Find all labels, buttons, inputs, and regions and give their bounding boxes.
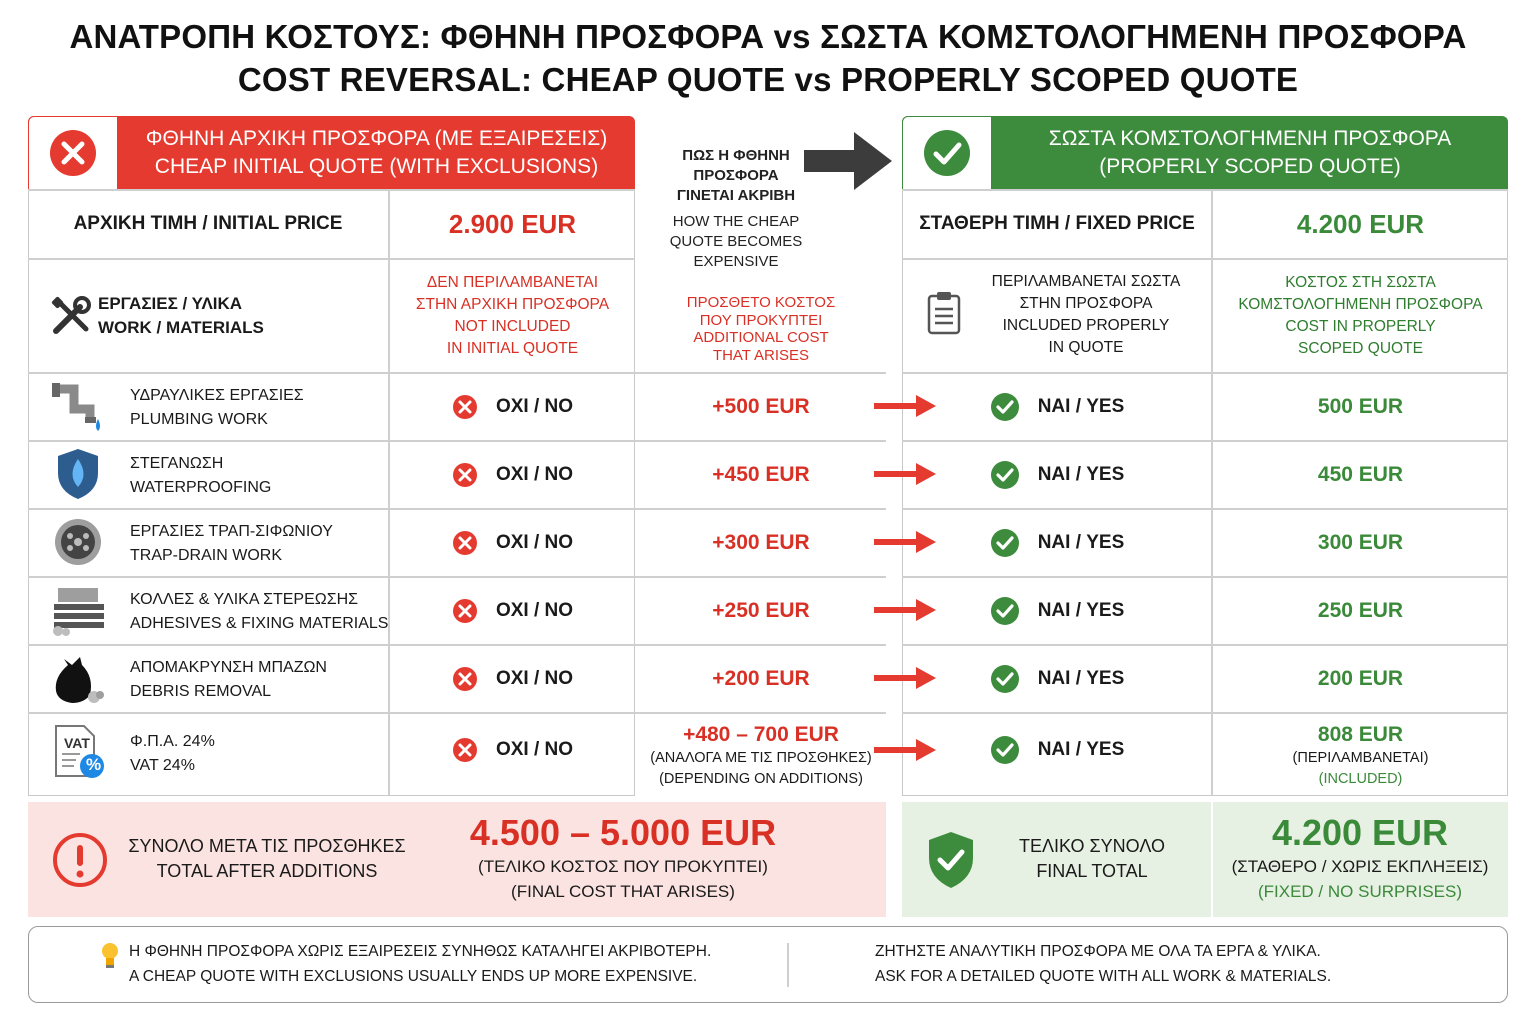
not-included-cell — [390, 577, 635, 644]
row-label-greek: ΑΠΟΜΑΚΡΥΝΣΗ ΜΠΑΖΩΝ — [130, 659, 327, 676]
cheap-total-label-greek: ΣΥΝΟΛΟ ΜΕΤΑ ΤΙΣ ΠΡΟΣΘΗΚΕΣ — [128, 836, 406, 856]
work-label-english: WORK / MATERIALS — [98, 318, 264, 337]
debris-bag-icon — [50, 650, 106, 706]
vat-included-greek: (ΠΕΡΙΛΑΜΒΑΝΕΤΑΙ) — [1292, 750, 1429, 766]
waterproof-shield-icon — [50, 446, 106, 502]
check-icon-box — [902, 116, 992, 190]
not-included-cell — [390, 373, 635, 440]
cost-header-line: ΚΟΣΤΟΣ ΣΤΗ ΣΩΣΤΑ — [1285, 274, 1436, 291]
final-total-value: 4.200 EUR — [1271, 812, 1449, 853]
not-included-cell — [390, 645, 635, 712]
big-right-arrow-icon — [802, 130, 894, 192]
additional-cost-cell: +250 EUR — [712, 598, 810, 622]
additional-cost-cell: +450 EUR — [712, 462, 810, 486]
scoped-cost-cell: 200 EUR — [1317, 666, 1404, 690]
vat-icon-text: VAT — [64, 735, 90, 751]
vat-included-english: (INCLUDED) — [1318, 771, 1403, 787]
scoped-cost-cell: 500 EUR — [1317, 394, 1404, 418]
not-included-cell — [390, 713, 635, 787]
cheap-quote-header — [28, 116, 635, 190]
no-text: ΟΧΙ / NO — [495, 531, 574, 553]
scoped-cost-cell-vat — [1213, 716, 1508, 796]
warning-exclamation-icon — [52, 832, 108, 888]
row-label-english: ADHESIVES & FIXING MATERIALS — [130, 615, 389, 632]
row-label-greek: ΥΔΡΑΥΛΙΚΕΣ ΕΡΓΑΣΙΕΣ — [130, 387, 304, 404]
no-text: ΟΧΙ / NO — [495, 463, 574, 485]
yes-text: ΝΑΙ / YES — [1037, 599, 1125, 621]
row-label-english: VAT 24% — [130, 757, 195, 774]
additional-line: ΠΟΥ ΠΡΟΚΥΠΤΕΙ — [699, 311, 823, 329]
additional-cost-cell: +300 EUR — [712, 530, 810, 554]
scoped-quote-header — [902, 116, 1508, 190]
not-included-line: ΣΤΗΝ ΑΡΧΙΚΗ ΠΡΟΣΦΟΡΑ — [415, 296, 610, 313]
final-total-note-english: (FIXED / NO SURPRISES) — [1257, 882, 1463, 901]
no-text: ΟΧΙ / NO — [495, 599, 574, 621]
percent-icon: % — [86, 755, 102, 774]
shield-check-icon — [926, 830, 976, 890]
how-en-line: HOW THE CHEAP — [672, 213, 800, 230]
included-header — [903, 259, 1211, 373]
red-x-icon — [452, 530, 478, 556]
row-label-greek: Φ.Π.Α. 24% — [130, 733, 215, 750]
drain-icon — [50, 514, 106, 570]
scoped-cost-cell: 250 EUR — [1317, 598, 1404, 622]
no-text: ΟΧΙ / NO — [495, 739, 574, 760]
row-label-english: TRAP-DRAIN WORK — [130, 547, 282, 564]
fixed-price-label: ΣΤΑΘΕΡΗ ΤΙΜΗ / FIXED PRICE — [919, 213, 1195, 234]
additional-cost-cell-vat — [636, 716, 886, 796]
clipboard-icon — [927, 291, 961, 335]
included-cell — [903, 577, 1211, 644]
additional-line: ADDITIONAL COST — [693, 329, 829, 346]
not-included-header — [390, 259, 635, 373]
included-cell — [903, 441, 1211, 508]
row-label-greek: ΕΡΓΑΣΙΕΣ ΤΡΑΠ-ΣΙΦΩΝΙΟΥ — [130, 523, 333, 540]
additional-cost-cell: +200 EUR — [712, 666, 810, 690]
cheap-total-note-greek: (ΤΕΛΙΚΟ ΚΟΣΤΟΣ ΠΟΥ ΠΡΟΚΥΠΤΕΙ) — [478, 857, 768, 876]
final-total-label-english: FINAL TOTAL — [1036, 861, 1148, 881]
not-included-cell — [390, 441, 635, 508]
scoped-cost-cell: 300 EUR — [1317, 530, 1404, 554]
additional-line: THAT ARISES — [712, 346, 810, 364]
cheap-header-greek: ΦΘΗΝΗ ΑΡΧΙΚΗ ΠΡΟΣΦΟΡΑ (ΜΕ ΕΞΑΙΡΕΣΕΙΣ) — [145, 127, 608, 150]
vat-additional-note-english: (DEPENDING ON ADDITIONS) — [659, 771, 863, 787]
cost-header-line: ΚΟΜΣΤΟΛΟΓΗΜΕΝΗ ΠΡΟΣΦΟΡΑ — [1238, 296, 1483, 313]
included-cell — [903, 373, 1211, 440]
how-en-line: EXPENSIVE — [693, 253, 779, 270]
additional-cost-header — [636, 290, 886, 368]
included-line: IN QUOTE — [1048, 339, 1124, 356]
footer-left-english: A CHEAP QUOTE WITH EXCLUSIONS USUALLY ENDS UP MORE EXPENSIVE. — [129, 968, 698, 985]
footer-tip-box — [28, 926, 1508, 1003]
footer-right-greek: ΖΗΤΗΣΤΕ ΑΝΑΛΥΤΙΚΗ ΠΡΟΣΦΟΡΑ ΜΕ ΟΛΑ ΤΑ ΕΡΓΑ & ΥΛΙΚΑ. — [875, 943, 1321, 960]
vat-additional-value: +480 – 700 EUR — [683, 723, 839, 746]
included-cell — [903, 645, 1211, 712]
additional-cost-cell: +500 EUR — [712, 394, 810, 418]
yes-text: ΝΑΙ / YES — [1037, 531, 1125, 553]
yes-text: ΝΑΙ / YES — [1037, 463, 1125, 485]
lightbulb-icon — [99, 941, 121, 971]
materials-icon — [50, 582, 106, 638]
footer-right-english: ASK FOR A DETAILED QUOTE WITH ALL WORK & MATERIALS. — [875, 968, 1332, 985]
footer-left-greek: Η ΦΘΗΝΗ ΠΡΟΣΦΟΡΑ ΧΩΡΙΣ ΕΞΑΙΡΕΣΕΙΣ ΣΥΝΗΘΩΣ ΚΑΤΑΛΗΓΕΙ ΑΚΡΙΒΟΤΕΡΗ. — [129, 943, 712, 960]
included-line: ΣΤΗΝ ΠΡΟΣΦΟΡΑ — [1019, 295, 1153, 312]
cost-scoped-header — [1213, 259, 1508, 373]
cheap-total-note-english: (FINAL COST THAT ARISES) — [511, 882, 735, 901]
page-title-english: COST REVERSAL: CHEAP QUOTE vs PROPERLY SCOPED QUOTE — [237, 61, 1299, 98]
cost-header-line: COST IN PROPERLY — [1285, 318, 1436, 335]
row-label-greek: ΚΟΛΛΕΣ & ΥΛΙΚΑ ΣΤΕΡΕΩΣΗΣ — [130, 591, 359, 608]
red-x-icon — [452, 462, 478, 488]
cost-header-line: SCOPED QUOTE — [1298, 340, 1423, 357]
row-label-english: DEBRIS REMOVAL — [130, 683, 272, 700]
green-check-icon — [990, 664, 1020, 694]
not-included-cell — [390, 509, 635, 576]
not-included-line: ΔΕΝ ΠΕΡΙΛΑΜΒΑΝΕΤΑΙ — [426, 274, 599, 291]
scoped-header-english: (PROPERLY SCOPED QUOTE) — [1099, 155, 1401, 178]
row-label-english: WATERPROOFING — [130, 479, 272, 496]
scoped-header-greek: ΣΩΣΤΑ ΚΟΜΣΤΟΛΟΓΗΜΕΝΗ ΠΡΟΣΦΟΡΑ — [1048, 127, 1452, 150]
vat-scoped-value: 808 EUR — [1317, 723, 1404, 746]
tools-icon — [50, 295, 92, 337]
no-text: ΟΧΙ / NO — [495, 667, 574, 689]
not-included-line: IN INITIAL QUOTE — [446, 340, 579, 357]
error-icon-box — [28, 116, 118, 190]
check-circle-icon — [922, 128, 972, 178]
vat-document-icon — [50, 724, 106, 780]
work-materials-header — [28, 259, 388, 373]
work-label-greek: ΕΡΓΑΣΙΕΣ / ΥΛΙΚΑ — [98, 294, 243, 313]
fixed-price-value: 4.200 EUR — [1296, 208, 1425, 239]
how-gr-line: ΓΙΝΕΤΑΙ ΑΚΡΙΒΗ — [676, 187, 796, 204]
cheap-total-value: 4.500 – 5.000 EUR — [469, 812, 777, 853]
green-check-icon — [990, 528, 1020, 558]
yes-text: ΝΑΙ / YES — [1037, 739, 1125, 760]
green-check-icon — [990, 735, 1020, 765]
cheap-total-box — [28, 802, 886, 917]
yes-text: ΝΑΙ / YES — [1037, 667, 1125, 689]
red-x-icon — [452, 394, 478, 420]
green-check-icon — [990, 596, 1020, 626]
how-gr-line: ΠΩΣ Η ΦΘΗΝΗ — [682, 147, 790, 164]
final-total-label-greek: ΤΕΛΙΚΟ ΣΥΝΟΛΟ — [1019, 836, 1165, 856]
red-x-icon — [452, 598, 478, 624]
cheap-total-label-english: TOTAL AFTER ADDITIONS — [156, 861, 378, 881]
scoped-total-box — [902, 802, 1508, 917]
included-cell — [903, 509, 1211, 576]
included-line: INCLUDED PROPERLY — [1002, 317, 1170, 334]
cheap-header-english: CHEAP INITIAL QUOTE (WITH EXCLUSIONS) — [154, 155, 599, 178]
not-included-line: NOT INCLUDED — [454, 318, 571, 335]
row-label-greek: ΣΤΕΓΑΝΩΣΗ — [130, 455, 224, 472]
vat-additional-note-greek: (ΑΝΑΛΟΓΑ ΜΕ ΤΙΣ ΠΡΟΣΘΗΚΕΣ) — [650, 750, 872, 766]
green-check-icon — [990, 392, 1020, 422]
how-en-line: QUOTE BECOMES — [669, 233, 803, 250]
pipe-icon — [50, 378, 106, 434]
red-x-icon — [452, 666, 478, 692]
page-title-greek: ΑΝΑΤΡΟΠΗ ΚΟΣΤΟΥΣ: ΦΘΗΝΗ ΠΡΟΣΦΟΡΑ vs ΣΩΣΤΑ ΚΟΜΣΤΟΛΟΓΗΜΕΝΗ ΠΡΟΣΦΟΡΑ — [69, 18, 1467, 55]
how-gr-line: ΠΡΟΣΦΟΡΑ — [693, 167, 779, 184]
error-x-icon — [48, 128, 98, 178]
green-check-icon — [990, 460, 1020, 490]
no-text: ΟΧΙ / NO — [495, 395, 574, 417]
initial-price-value: 2.900 EUR — [448, 208, 577, 239]
how-cheap-english — [640, 212, 832, 272]
included-cell — [903, 713, 1211, 787]
red-x-icon — [452, 737, 478, 763]
initial-price-label: ΑΡΧΙΚΗ ΤΙΜΗ / INITIAL PRICE — [73, 213, 343, 234]
scoped-cost-cell: 450 EUR — [1317, 462, 1404, 486]
row-label-english: PLUMBING WORK — [130, 411, 268, 428]
final-total-note-greek: (ΣΤΑΘΕΡΟ / ΧΩΡΙΣ ΕΚΠΛΗΞΕΙΣ) — [1231, 857, 1489, 876]
yes-text: ΝΑΙ / YES — [1037, 395, 1125, 417]
included-line: ΠΕΡΙΛΑΜΒΑΝΕΤΑΙ ΣΩΣΤΑ — [991, 273, 1181, 290]
additional-line: ΠΡΟΣΘΕΤΟ ΚΟΣΤΟΣ — [686, 294, 836, 311]
